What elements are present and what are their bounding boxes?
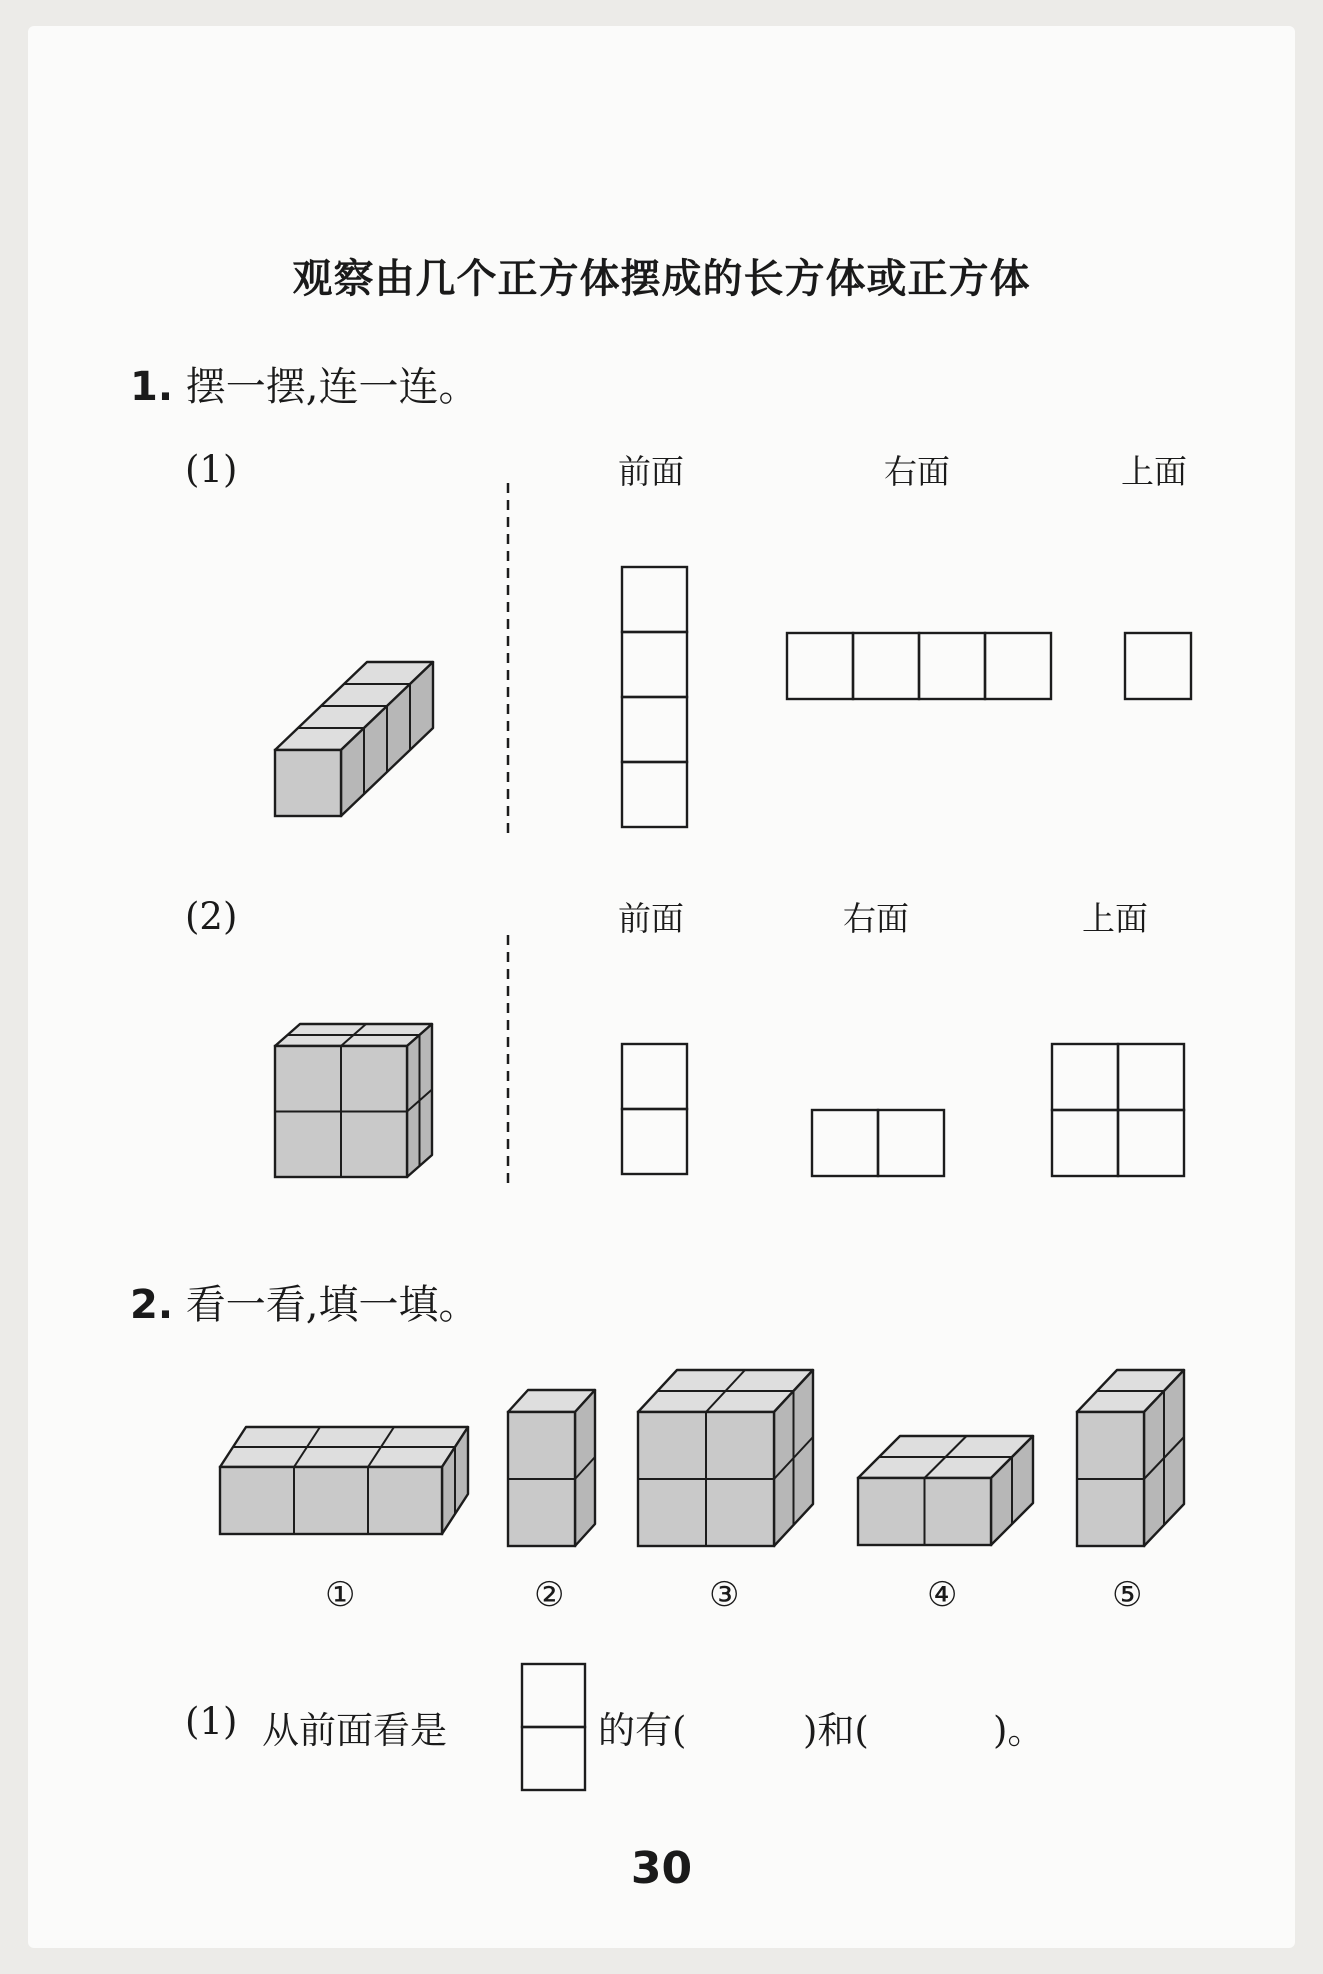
- shape-4-label: ④: [927, 1575, 958, 1615]
- q1-part-2-view-horizontal-2-cell: [878, 1110, 944, 1176]
- question-2-number: 2.: [130, 1282, 174, 1328]
- q2-sub-1-text-before: 从前面看是: [262, 1709, 447, 1752]
- view-grids: [522, 567, 1191, 1790]
- q1-part-2-top-label: 上面: [1082, 899, 1148, 938]
- q1-part-2-right-label: 右面: [843, 899, 909, 938]
- q1-part-1-front-label: 前面: [618, 452, 684, 491]
- q1-part-1-view-single: [1125, 633, 1191, 699]
- shape-2-solid: [508, 1390, 595, 1546]
- page-title: 观察由几个正方体摆成的长方体或正方体: [292, 256, 1031, 302]
- q1-part-2-label: (2): [185, 895, 238, 938]
- shape-1-label: ①: [325, 1575, 356, 1615]
- q2-sub-1-text-middle: )和(: [803, 1709, 869, 1752]
- q1-part-1-view-horizontal-4-cell: [919, 633, 985, 699]
- cube-solids: [220, 662, 1184, 1546]
- q1-part-2-view-square-4-cell: [1052, 1110, 1118, 1176]
- q1-part-1-solid: [275, 662, 433, 816]
- question-2-text: 看一看,填一填。: [185, 1282, 479, 1328]
- q1-part-2-view-square-4-cell: [1052, 1044, 1118, 1110]
- shape-1-solid-front-face: [220, 1467, 442, 1534]
- shape-3-solid: [638, 1370, 813, 1546]
- shape-1-solid: [220, 1427, 468, 1534]
- shape-3-label: ③: [709, 1575, 740, 1615]
- q1-part-1-solid-front-face: [275, 750, 341, 816]
- q1-part-1-view-vertical-4-cell: [622, 762, 687, 827]
- q1-part-2-front-label: 前面: [618, 899, 684, 938]
- q1-part-2-view-vertical-2-cell: [622, 1044, 687, 1109]
- q1-part-1-view-horizontal-4-cell: [787, 633, 853, 699]
- q1-part-1-view-horizontal-4: [787, 633, 1051, 699]
- q2-sub-1-label: (1): [185, 1700, 238, 1743]
- q1-part-1-label: (1): [185, 448, 238, 491]
- q1-part-1-top-label: 上面: [1121, 452, 1187, 491]
- q1-part-1-view-vertical-4-cell: [622, 697, 687, 762]
- q1-part-2-view-horizontal-2-cell: [812, 1110, 878, 1176]
- q1-part-2-view-vertical-2: [622, 1044, 687, 1174]
- shape-4-solid: [858, 1436, 1033, 1545]
- q1-part-1-view-vertical-4-cell: [622, 567, 687, 632]
- q1-part-1-view-horizontal-4-cell: [985, 633, 1051, 699]
- question-1-number: 1.: [130, 364, 174, 410]
- q1-part-2-view-square-4: [1052, 1044, 1184, 1176]
- q1-part-1-view-vertical-4-cell: [622, 632, 687, 697]
- q1-part-1-view-single-cell: [1125, 633, 1191, 699]
- q1-part-2-view-square-4-cell: [1118, 1044, 1184, 1110]
- q1-part-1-view-horizontal-4-cell: [853, 633, 919, 699]
- page-number: 30: [630, 1843, 693, 1894]
- question-1-text: 摆一摆,连一连。: [185, 364, 479, 410]
- q1-part-1-view-vertical-4: [622, 567, 687, 827]
- q1-part-1-right-label: 右面: [884, 452, 950, 491]
- q2-sub-1-inline-figure-cell: [522, 1727, 585, 1790]
- q1-part-2-view-square-4-cell: [1118, 1110, 1184, 1176]
- shape-5-label: ⑤: [1112, 1575, 1143, 1615]
- shape-5-solid: [1077, 1370, 1184, 1546]
- q2-sub-1-inline-figure: [522, 1664, 585, 1790]
- q2-sub-1-text-end: )。: [993, 1709, 1045, 1752]
- q1-part-2-view-horizontal-2: [812, 1110, 944, 1176]
- q1-part-2-solid: [275, 1024, 432, 1177]
- q2-sub-1-text-after: 的有(: [598, 1709, 687, 1752]
- q1-part-2-view-vertical-2-cell: [622, 1109, 687, 1174]
- q2-sub-1-inline-figure-cell: [522, 1664, 585, 1727]
- shape-2-label: ②: [534, 1575, 565, 1615]
